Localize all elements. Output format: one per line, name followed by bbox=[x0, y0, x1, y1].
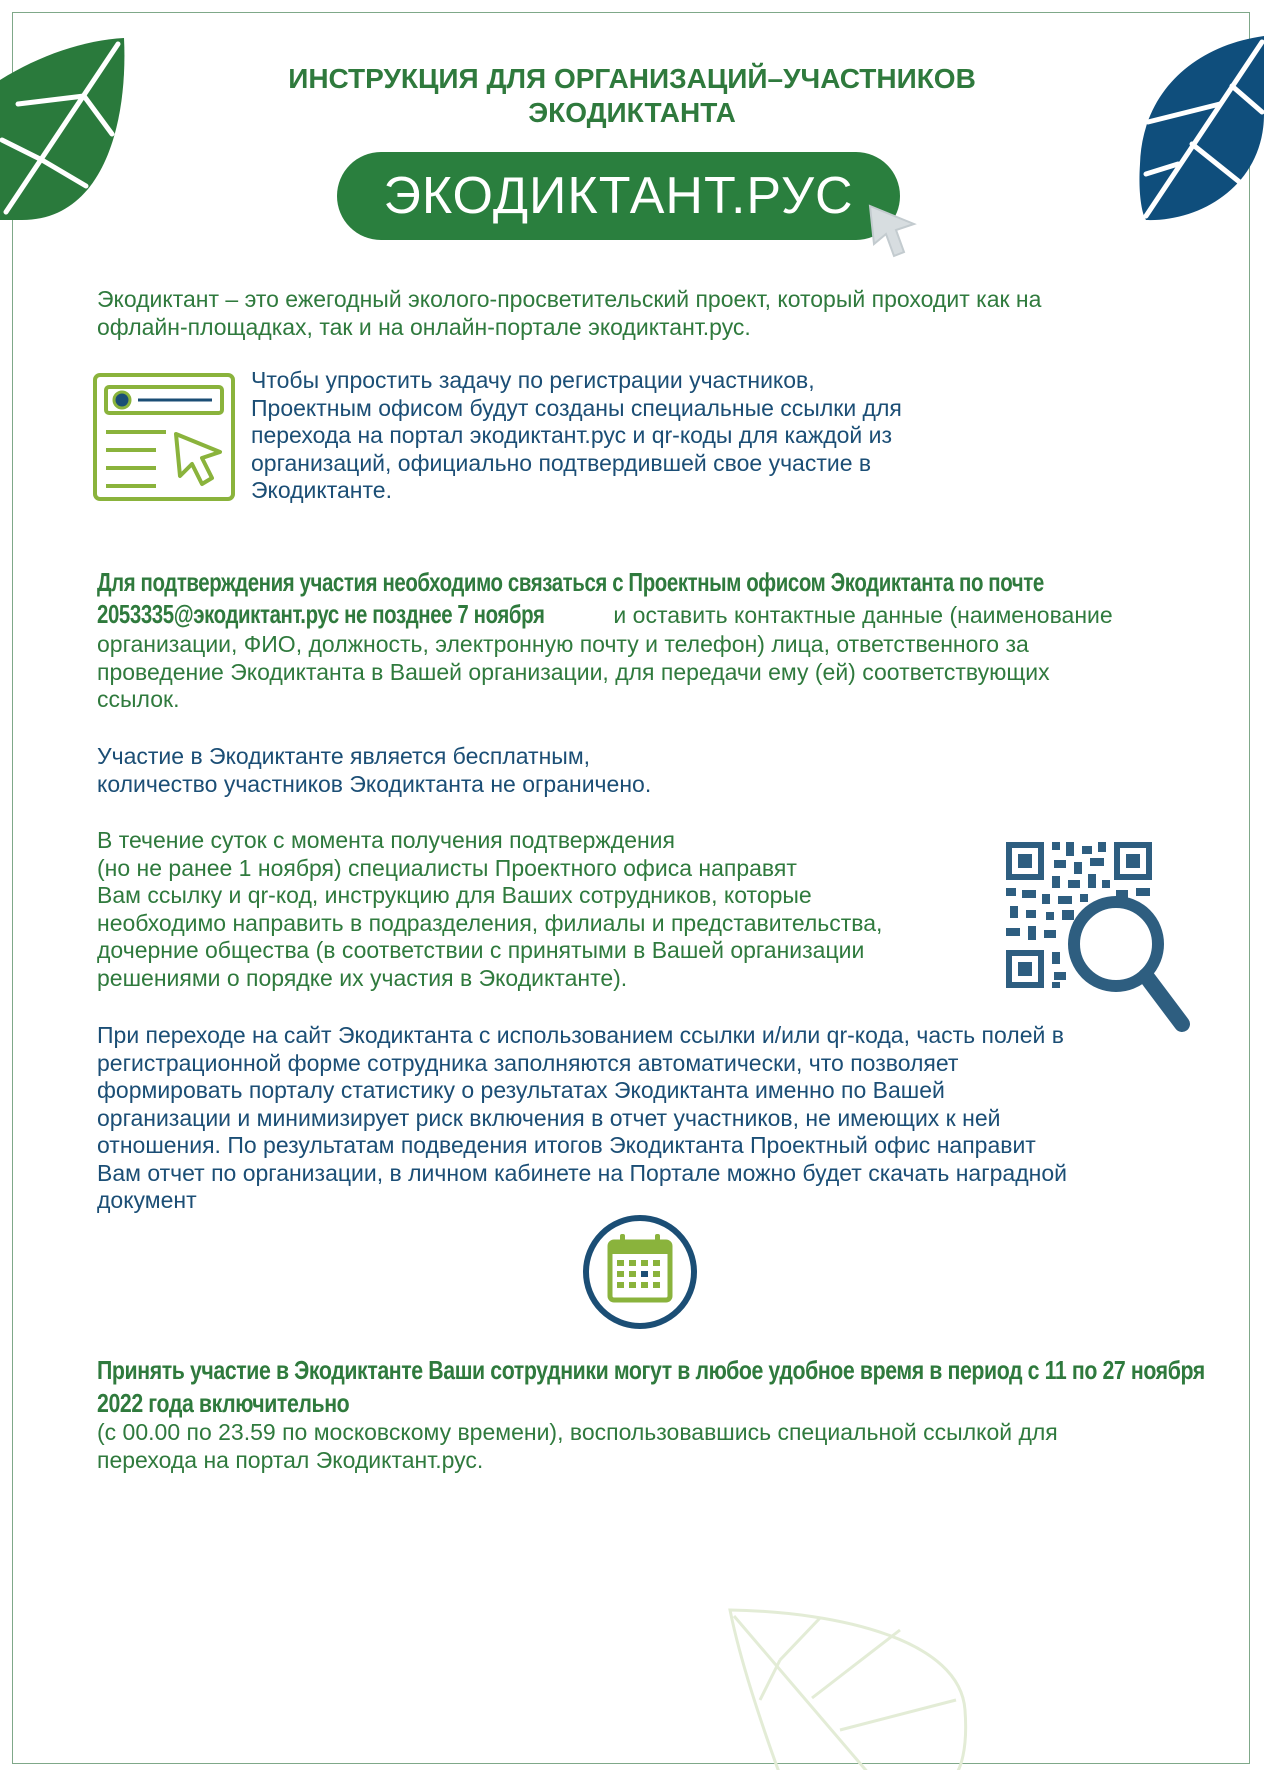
browser-cursor-icon bbox=[92, 372, 238, 502]
title-line-1: ИНСТРУКЦИЯ ДЛЯ ОРГАНИЗАЦИЙ–УЧАСТНИКОВ bbox=[288, 63, 976, 94]
leaf-outline-icon bbox=[720, 1600, 980, 1770]
qr-search-icon bbox=[1004, 840, 1194, 1036]
confirm-email-deadline[interactable]: 2053335@экодиктант.рус не позднее 7 ноября bbox=[97, 599, 545, 629]
link-info-paragraph: При переходе на сайт Экодиктанта с использованием ссылки и/или qr-кода, часть полей в регистрационной форме сотрудника заполняются автоматически, что позволяет формировать порталу статистику о результатах Экодиктанта именно по Вашей организации и минимизирует риск включения в отчет участников, не имеющих к ней отношения. По результатам подведения итогов Экодиктанта Проектный офис направит Вам отчет по организации, в личном кабинете на Портале можно будет скачать наградной документ bbox=[97, 1022, 1067, 1213]
cursor-icon bbox=[868, 204, 920, 258]
site-link-button[interactable]: ЭКОДИКТАНТ.РУС bbox=[337, 152, 900, 240]
participation-paragraph: Принять участие в Экодиктанте Ваши сотрудники могут в любое удобное время в период с 11 по 27 ноября 2022 года включительно (с 00.00 по 23.59 по московскому времени), воспользовавшись специальной ссылкой для перехода на портал Экодиктант.рус. bbox=[97, 1355, 1205, 1473]
confirm-paragraph: Для подтверждения участия необходимо связаться с Проектным офисом Экодиктанта по почте 2053335@экодиктант.рус не позднее 7 ноября и оставить контактные данные (наименование организации, ФИО, должность, электронную почту и телефон) лица, ответственного за проведение Экодиктанта в Вашей организации, для передачи ему (ей) соответствующих ссылок. bbox=[97, 567, 1113, 712]
page-title bbox=[0, 62, 1264, 130]
confirm-bold-line-1: Для подтверждения участия необходимо связаться с Проектным офисом Экодиктанта по почте bbox=[97, 567, 1044, 597]
free-paragraph: Участие в Экодиктанте является бесплатным, количество участников Экодиктанта не ограничено. bbox=[97, 743, 652, 797]
calendar-icon bbox=[582, 1214, 698, 1330]
title-line-2: ЭКОДИКТАНТА bbox=[528, 97, 736, 128]
registration-paragraph: Чтобы упростить задачу по регистрации участников, Проектным офисом будут созданы специальные ссылки для перехода на портал экодиктант.рус и qr-коды для каждой из организаций, официально подтвердившей свое участие в Экодиктанте. bbox=[251, 367, 902, 503]
participation-bold-line-2: 2022 года включительно bbox=[97, 1388, 350, 1418]
timing-paragraph: В течение суток с момента получения подтверждения (но не ранее 1 ноября) специалисты Проектного офиса направят Вам ссылку и qr-код, инструкцию для Ваших сотрудников, которые необходимо направить в подразделения, филиалы и представительства, дочерние общества (в соответствии с принятыми в Вашей организации решениями о порядке их участия в Экодиктанте). bbox=[97, 827, 883, 991]
intro-paragraph: Экодиктант – это ежегодный эколого-просветительский проект, который проходит как на офлайн-площадках, так и на онлайн-портале экодиктант.рус. bbox=[97, 286, 1042, 340]
participation-bold-line-1: Принять участие в Экодиктанте Ваши сотрудники могут в любое удобное время в период с 11 по 27 ноября bbox=[97, 1355, 1205, 1385]
